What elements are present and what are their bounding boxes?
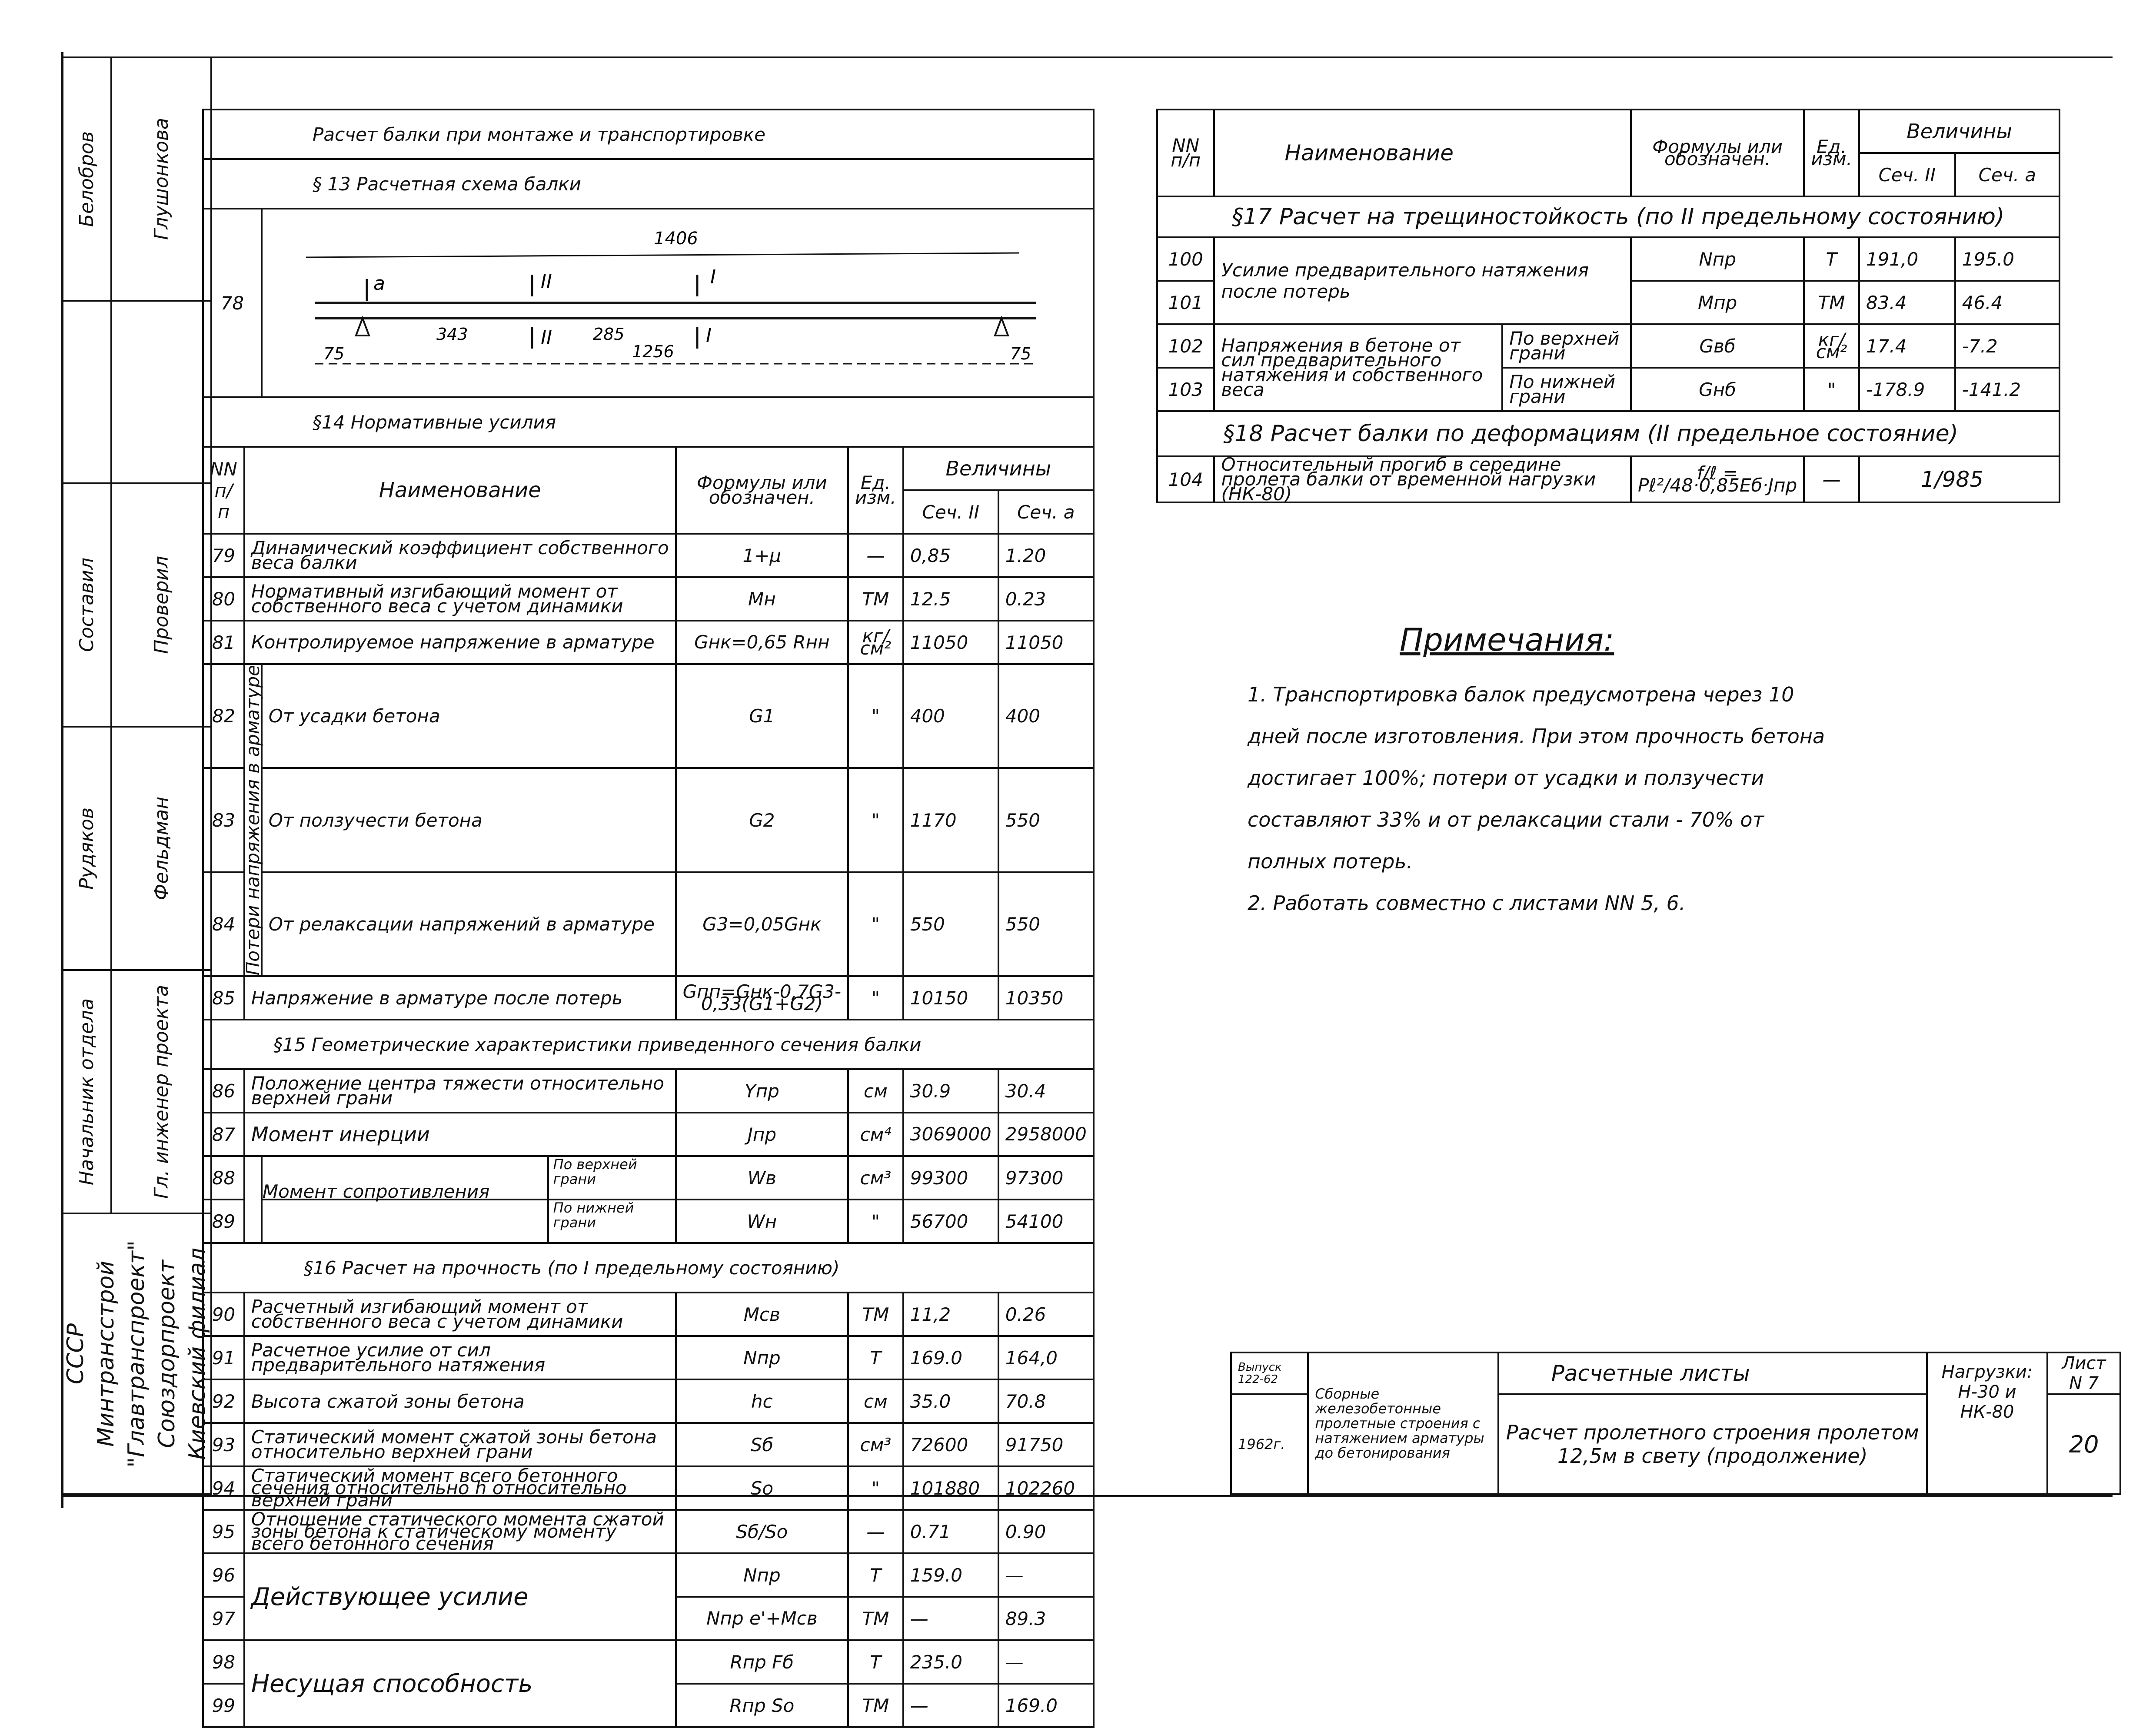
row-value-II: 99300 [903, 1156, 998, 1200]
org-line: Союздорпроект [154, 1259, 180, 1448]
row-name: Напряжения в бетоне от сил предварительного натяжения и собственного веса [1214, 324, 1502, 411]
row-value-II: 550 [903, 872, 998, 976]
row-formula: G1 [676, 664, 848, 768]
row-formula: Jпр [676, 1113, 848, 1156]
row-number: 94 [203, 1466, 244, 1510]
row-unit: T [1804, 237, 1859, 281]
row-number: 91 [203, 1336, 244, 1379]
row-formula: Gнб [1631, 368, 1804, 411]
row-formula: Nпр e'+Mсв [676, 1597, 848, 1640]
row-formula: Wв [676, 1156, 848, 1200]
stamp-role-2: Составил [75, 558, 98, 652]
row-number: 100 [1157, 237, 1214, 281]
row-formula: f/ℓ = Pℓ²/48·0,85Eб·Jпр [1631, 456, 1804, 502]
row-name: Расчетный изгибающий момент от собственного веса с учетом динамики [244, 1293, 676, 1336]
right-support [995, 318, 1008, 336]
org-block [63, 1240, 210, 1468]
row-value-II: 35.0 [903, 1379, 998, 1423]
row-formula: Mсв [676, 1293, 848, 1336]
row-number: 93 [203, 1423, 244, 1466]
note-item: 2. Работать совместно с листами NN 5, 6. [1248, 891, 1686, 915]
row-name: Расчетное усилие от сил предварительного натяжения [244, 1336, 676, 1379]
sheet-number: 20 [2047, 1394, 2120, 1494]
row-name: От релаксации напряжений в арматуре [262, 872, 676, 976]
row-number: 101 [1157, 281, 1214, 324]
row-name: Статический момент всего бетонного сечения относительно h относительно верхней грани [244, 1466, 676, 1510]
row-value-a: 1.20 [998, 534, 1094, 577]
row-unit: кг/см² [848, 621, 903, 664]
row-formula: Nпр [676, 1336, 848, 1379]
col-sec-II: Сеч. II [903, 490, 998, 534]
sheet-section-title: Расчет балки при монтаже и транспортировке [203, 110, 1094, 159]
row-formula: Gпп=Gнк-0,7G3-0,33(G1+G2) [676, 976, 848, 1020]
table-row [203, 577, 1094, 621]
beam-scheme [263, 209, 1093, 392]
row-formula: Rпр Sо [676, 1684, 848, 1727]
row-formula: Sб/So [676, 1510, 848, 1553]
row-number: 86 [203, 1069, 244, 1113]
row-name: Действующее усилие [244, 1553, 676, 1640]
row-unit: — [1804, 456, 1859, 502]
row-value-a: 97300 [998, 1156, 1094, 1200]
row-number: 84 [203, 872, 244, 976]
stamp-sign-3: Фельдман [150, 796, 173, 901]
row-value-a: 46.4 [1955, 281, 2060, 324]
stamp-sign-2: Проверил [150, 556, 173, 654]
section-13-title: § 13 Расчетная схема балки [203, 159, 1094, 209]
row-value-II: 191,0 [1859, 237, 1955, 281]
col-nn: NN п/п [1157, 110, 1214, 196]
row-unit: см⁴ [848, 1113, 903, 1156]
row-value-a: — [998, 1553, 1094, 1597]
row-subname: По верхней грани [1502, 324, 1631, 368]
row-value-II: 1170 [903, 768, 998, 872]
row-unit: " [848, 664, 903, 768]
loads-value: Н-30 и НК-80 [1958, 1382, 2016, 1422]
row-name: Момент инерции [244, 1113, 676, 1156]
row-unit: " [848, 768, 903, 872]
row-name: Высота сжатой зоны бетона [244, 1379, 676, 1423]
row-value-II: 3069000 [903, 1113, 998, 1156]
row-formula: Nпр [1631, 237, 1804, 281]
row-unit: см³ [848, 1156, 903, 1200]
loss-label-text: Потери напряжения в арматуре [242, 665, 263, 976]
row-value-II: 56700 [903, 1200, 998, 1243]
row-value-a: 164,0 [998, 1336, 1094, 1379]
table-row [203, 1113, 1094, 1156]
row-subname: По нижней грани [547, 1200, 675, 1242]
row-number: 82 [203, 664, 244, 768]
row-number: 83 [203, 768, 244, 872]
row-value-a: 11050 [998, 621, 1094, 664]
table-row [203, 1069, 1094, 1113]
table-row [203, 1423, 1094, 1466]
frame-top-line [61, 56, 2113, 58]
row-value-a: 400 [998, 664, 1094, 768]
row-value-II: 72600 [903, 1423, 998, 1466]
section-14-title: §14 Нормативные усилия [203, 397, 1094, 447]
col-values: Величины [903, 447, 1094, 490]
left-support [356, 318, 369, 336]
row-number: 96 [203, 1553, 244, 1597]
table-row [203, 976, 1094, 1020]
row-name: Динамический коэффициент собственного веса балки [244, 534, 676, 577]
table-row [203, 664, 1094, 768]
issue-year: 1962г. [1231, 1394, 1308, 1494]
row-unit: — [848, 534, 903, 577]
series-title: Сборные железобетонные пролетные строения с натяжением арматуры до бетонирования [1308, 1352, 1498, 1494]
row-unit: кг/см² [1804, 324, 1859, 368]
row-unit: " [848, 872, 903, 976]
row-value-II: 0.71 [903, 1510, 998, 1553]
col-nn: NN п/п [203, 447, 244, 534]
row-formula: hc [676, 1379, 848, 1423]
row-value-II: 30.9 [903, 1069, 998, 1113]
row-value-a: 2958000 [998, 1113, 1094, 1156]
row-unit: " [848, 976, 903, 1020]
org-line: "Главтранспроект" [123, 1240, 150, 1468]
row-name: От усадки бетона [262, 664, 676, 768]
dim-343: 343 [436, 325, 468, 344]
row-unit: TM [1804, 281, 1859, 324]
row-unit: " [848, 1466, 903, 1510]
col-unit: Ед. изм. [848, 447, 903, 534]
row-formula: 1+μ [676, 534, 848, 577]
stamp-role-4: Начальник отдела [75, 998, 98, 1186]
stamp-role-1: Белобров [75, 131, 98, 227]
col-sec-II: Сеч. II [1859, 153, 1955, 196]
org-line: Киевский филиал [184, 1248, 210, 1460]
row-number: 85 [203, 976, 244, 1020]
signature-cell [62, 301, 111, 483]
row-value-II: 11,2 [903, 1293, 998, 1336]
row-name: Относительный прогиб в середине пролета балки от временной нагрузки (НК-80) [1214, 456, 1631, 502]
row-subname: По верхней грани [547, 1157, 675, 1199]
row-value-a: -141.2 [1955, 368, 2060, 411]
row-formula: Wн [676, 1200, 848, 1243]
row-unit: " [848, 1200, 903, 1243]
col-name: Наименование [1214, 110, 1631, 196]
table-row [203, 1510, 1094, 1553]
table-row [203, 621, 1094, 664]
section-II-top: II [540, 270, 552, 292]
row-value-a: 30.4 [998, 1069, 1094, 1113]
sheet-description: Расчет пролетного строения пролетом 12,5м в свету (продолжение) [1498, 1394, 1927, 1494]
table-row [203, 1200, 1094, 1243]
row-value-a: 54100 [998, 1200, 1094, 1243]
org-line: Минтрансстрой [93, 1261, 119, 1447]
row-name: Отношение статического момента сжатой зоны бетона к статическому моменту всего бетонного сечения [244, 1510, 676, 1553]
row-value-a: 0.23 [998, 577, 1094, 621]
row-formula: Mн [676, 577, 848, 621]
row-value-a: 89.3 [998, 1597, 1094, 1640]
signature-cell [111, 301, 211, 483]
row-number: 103 [1157, 368, 1214, 411]
notes-body [1248, 674, 1847, 924]
table-row [203, 1466, 1094, 1510]
loads-label: Нагрузки: [1941, 1362, 2033, 1382]
row-value-a: 0.26 [998, 1293, 1094, 1336]
col-formula: Формулы или обозначен. [1631, 110, 1804, 196]
row-unit: TM [848, 577, 903, 621]
row-number: 97 [203, 1597, 244, 1640]
row-value-a: 0.90 [998, 1510, 1094, 1553]
row-value-II: 101880 [903, 1466, 998, 1510]
loads-cell [1927, 1352, 2047, 1494]
row-unit: T [848, 1640, 903, 1684]
stamp-sign-1: Глушонкова [150, 118, 173, 240]
left-calc-table [202, 109, 1095, 1728]
row-formula: Nпр [676, 1553, 848, 1597]
loss-group-label [244, 664, 262, 976]
dim-75-left: 75 [323, 344, 345, 363]
row-number: 102 [1157, 324, 1214, 368]
row-unit: см [848, 1379, 903, 1423]
section-17-title: §17 Расчет на трещиностойкость (по II предельному состоянию) [1157, 196, 2060, 237]
row-subname: По нижней грани [1502, 368, 1631, 411]
row-number: 98 [203, 1640, 244, 1684]
section-18-title: §18 Расчет балки по деформациям (II предельное состояние) [1157, 411, 2060, 456]
row-formula: Yпр [676, 1069, 848, 1113]
row-value: 1/985 [1859, 456, 2060, 502]
row-unit: " [1804, 368, 1859, 411]
row-number: 99 [203, 1684, 244, 1727]
org-line: СССР [63, 1323, 89, 1385]
row-unit: T [848, 1553, 903, 1597]
row-unit: TM [848, 1293, 903, 1336]
row-unit: T [848, 1336, 903, 1379]
row-value-II: 11050 [903, 621, 998, 664]
row-formula: G2 [676, 768, 848, 872]
row-name: Контролируемое напряжение в арматуре [244, 621, 676, 664]
section-I-bottom: I [705, 325, 712, 347]
row-formula: Mпр [1631, 281, 1804, 324]
row-formula: G3=0,05Gнк [676, 872, 848, 976]
row-number: 87 [203, 1113, 244, 1156]
row-name: Момент сопротивления [262, 1181, 490, 1203]
row-formula: Gнк=0,65 Rнн [676, 621, 848, 664]
table-row [203, 534, 1094, 577]
row-name: Напряжение в арматуре после потерь [244, 976, 676, 1020]
row-value-II: 10150 [903, 976, 998, 1020]
row-name: Нормативный изгибающий момент от собственного веса с учетом динамики [244, 577, 676, 621]
row-number: 80 [203, 577, 244, 621]
row-value-a: 169.0 [998, 1684, 1094, 1727]
row-value-a: 70.8 [998, 1379, 1094, 1423]
notes-title: Примечания: [1400, 621, 1614, 658]
table-row [203, 1379, 1094, 1423]
dim-1256: 1256 [632, 342, 674, 361]
table-row [1157, 324, 2060, 368]
row-unit: TM [848, 1684, 903, 1727]
dim-285: 285 [592, 325, 625, 344]
row-number: 92 [203, 1379, 244, 1423]
row-name: Положение центра тяжести относительно верхней грани [244, 1069, 676, 1113]
row-value-II: 12.5 [903, 577, 998, 621]
section-I-top: I [710, 266, 716, 288]
row-value-II: — [903, 1597, 998, 1640]
section-15-title: §15 Геометрические характеристики приведенного сечения балки [203, 1020, 1094, 1069]
row-name-spacer [244, 1156, 262, 1243]
row-value-a: -7.2 [1955, 324, 2060, 368]
table-row [203, 768, 1094, 872]
row-unit: см [848, 1069, 903, 1113]
span-dim: 1406 [653, 229, 698, 249]
row-number: 88 [203, 1156, 244, 1200]
dim-75-right: 75 [1010, 344, 1031, 363]
note-item: 1. Транспортировка балок предусмотрена через 10 дней после изготовления. При этом прочность бетона достигает 100%; потери от усадки и ползучести составляют 33% и от релаксации стали - 70% от полных потерь. [1248, 683, 1825, 873]
section-II-bottom: II [540, 327, 552, 349]
row-name: Несущая способность [244, 1640, 676, 1727]
row-name: Статический момент сжатой зоны бетона относительно верхней грани [244, 1423, 676, 1466]
row-value-a: 91750 [998, 1423, 1094, 1466]
col-values: Величины [1859, 110, 2060, 153]
side-stamp [61, 56, 212, 1495]
table-row [1157, 237, 2060, 281]
row-unit: TM [848, 1597, 903, 1640]
row-value-a: 102260 [998, 1466, 1094, 1510]
row-number: 78 [203, 209, 262, 397]
section-16-title: §16 Расчет на прочность (по I предельному состоянию) [203, 1243, 1094, 1293]
col-formula: Формулы или обозначен. [676, 447, 848, 534]
row-value-a: 550 [998, 872, 1094, 976]
row-value-a: — [998, 1640, 1094, 1684]
table-row [203, 1293, 1094, 1336]
row-number: 95 [203, 1510, 244, 1553]
row-value-II: 400 [903, 664, 998, 768]
row-value-a: 195.0 [1955, 237, 2060, 281]
row-unit: см³ [848, 1423, 903, 1466]
row-number: 90 [203, 1293, 244, 1336]
row-number: 104 [1157, 456, 1214, 502]
row-value-a: 10350 [998, 976, 1094, 1020]
stamp-sign-4: Гл. инженер проекта [150, 984, 173, 1199]
section-a-label: a [373, 272, 385, 295]
row-formula: Sб [676, 1423, 848, 1466]
row-value-II: -178.9 [1859, 368, 1955, 411]
row-value-II: 235.0 [903, 1640, 998, 1684]
sheet-title: Расчетные листы [1498, 1352, 1927, 1394]
right-calc-table [1156, 109, 2060, 503]
row-value-II: 0,85 [903, 534, 998, 577]
table-row [203, 1553, 1094, 1597]
col-unit: Ед. изм. [1804, 110, 1859, 196]
row-unit: — [848, 1510, 903, 1553]
row-value-II: 159.0 [903, 1553, 998, 1597]
stamp-role-3: Рудяков [75, 807, 98, 890]
row-number: 81 [203, 621, 244, 664]
row-value-II: 17.4 [1859, 324, 1955, 368]
table-row [1157, 456, 2060, 502]
row-name: От ползучести бетона [262, 768, 676, 872]
row-formula: Rпр Fб [676, 1640, 848, 1684]
sheet-label: Лист N 7 [2047, 1352, 2120, 1394]
table-row [203, 1640, 1094, 1684]
col-sec-a: Сеч. а [998, 490, 1094, 534]
col-sec-a: Сеч. а [1955, 153, 2060, 196]
row-number: 89 [203, 1200, 244, 1243]
row-number: 79 [203, 534, 244, 577]
row-formula: Gвб [1631, 324, 1804, 368]
row-formula: Sо [676, 1466, 848, 1510]
row-value-II: — [903, 1684, 998, 1727]
table-row [203, 872, 1094, 976]
row-value-a: 550 [998, 768, 1094, 872]
col-name: Наименование [244, 447, 676, 534]
row-value-II: 83.4 [1859, 281, 1955, 324]
row-name: Усилие предварительного натяжения после потерь [1214, 237, 1631, 324]
issue-label: Выпуск 122-62 [1231, 1352, 1308, 1394]
title-block [1230, 1352, 2121, 1495]
table-row [203, 1336, 1094, 1379]
row-value-II: 169.0 [903, 1336, 998, 1379]
